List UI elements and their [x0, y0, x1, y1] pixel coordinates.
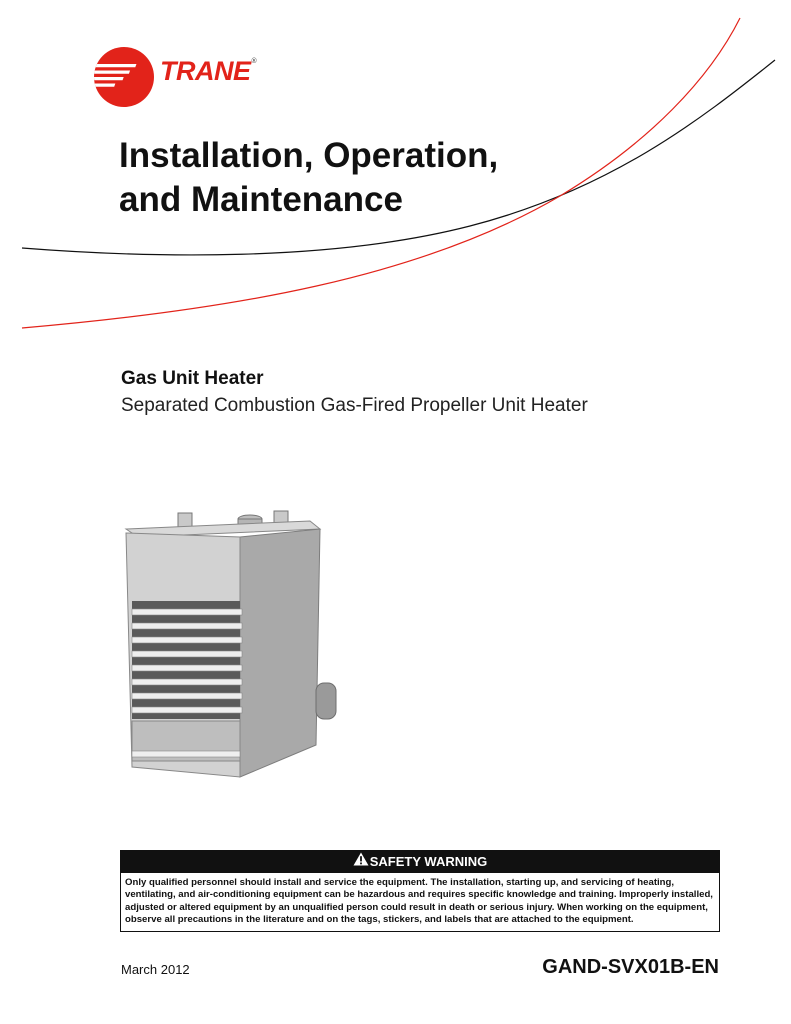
warning-triangle-icon — [353, 851, 369, 873]
safety-warning-header — [121, 851, 719, 873]
title-line-2: and Maintenance — [119, 180, 403, 219]
brand-wordmark: TRANE® — [160, 56, 257, 86]
publication-date: March 2012 — [121, 962, 190, 977]
safety-warning-box — [120, 850, 720, 932]
safety-warning-text: Only qualified personnel should install and service the equipment. The installation, starting up, and servicing of heating, ventilating, and air-conditioning equipment can be hazardous and requires specific knowledge and training. Improperly installed, adjusted or altered equipment by an unqualified person could result in death or serious injury. When working on the equipment, observe all precautions in the literature and on the tags, stickers, and labels that are attached to the equipment. — [125, 877, 713, 926]
trane-logo-icon — [93, 46, 155, 108]
product-name: Gas Unit Heater — [121, 368, 264, 389]
document-number: GAND-SVX01B-EN — [542, 956, 719, 978]
gas-unit-heater-image — [120, 505, 360, 785]
product-description: Separated Combustion Gas-Fired Propeller Unit Heater — [121, 395, 588, 416]
document-title — [119, 134, 498, 222]
safety-warning-heading: SAFETY WARNING — [369, 854, 488, 869]
title-line-1: Installation, Operation, — [119, 136, 499, 175]
trademark-symbol: ® — [251, 58, 257, 65]
